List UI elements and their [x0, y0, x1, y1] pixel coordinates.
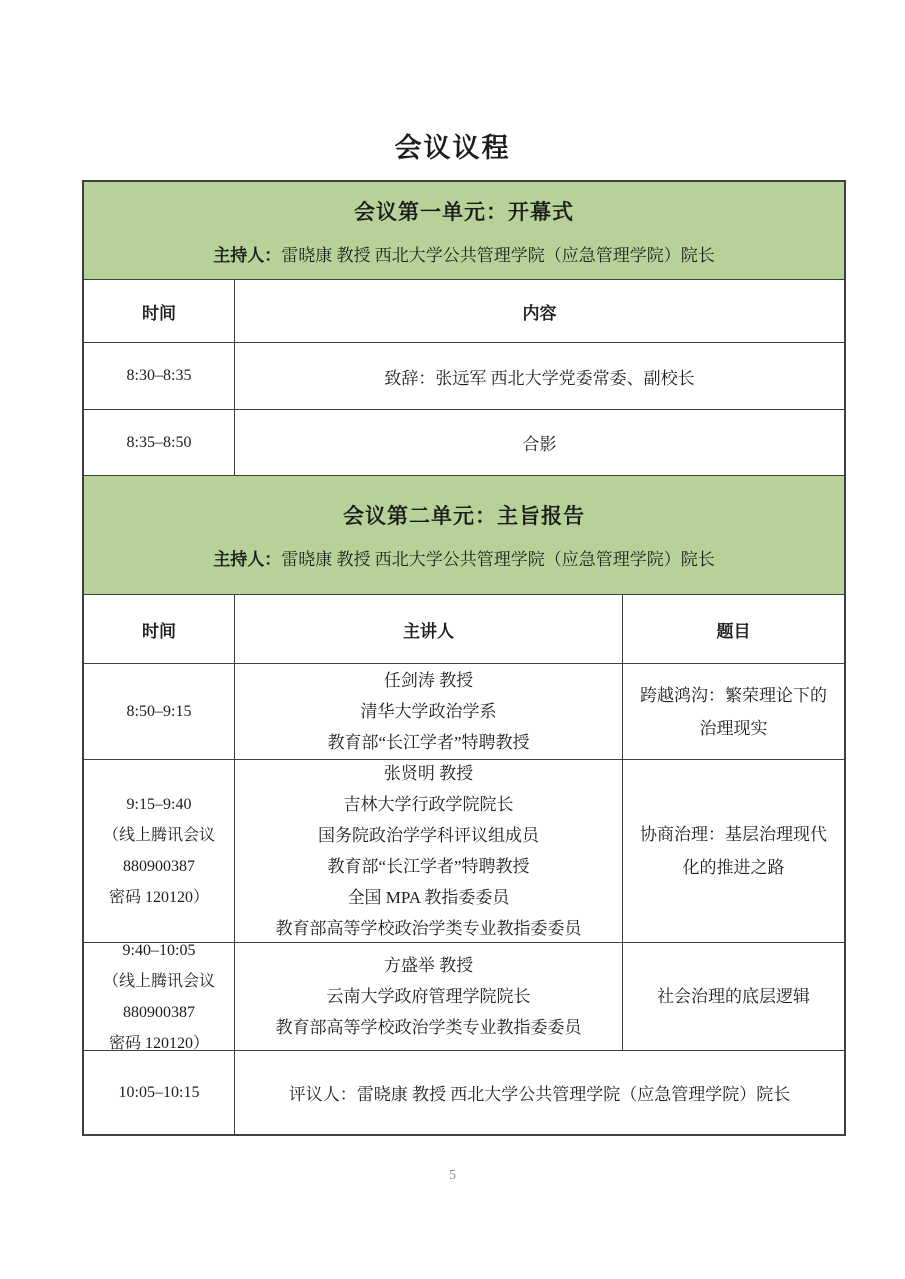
row-content: 合影: [234, 410, 844, 475]
row-time: 8:50–9:15: [126, 703, 192, 720]
row-time: 8:30–8:35: [126, 367, 192, 384]
row-time: 8:35–8:50: [126, 433, 192, 451]
section2-col-speaker: 主讲人: [234, 595, 622, 663]
row-topic: 协商治理：基层治理现代化的推进之路: [622, 760, 844, 942]
row-topic: 跨越鸿沟：繁荣理论下的治理现实: [622, 664, 844, 759]
row-topic: 社会治理的底层逻辑: [622, 943, 844, 1050]
section1-col-content: 内容: [234, 280, 844, 342]
row-content: 致辞：张远军 西北大学党委常委、副校长: [234, 343, 844, 409]
page-number: 5: [449, 1168, 456, 1183]
section2-host: [213, 545, 715, 570]
section1-host-name: 雷晓康 教授 西北大学公共管理学院（应急管理学院）院长: [281, 245, 715, 265]
row-time: 10:05–10:15: [118, 1083, 200, 1101]
agenda-table: [82, 180, 846, 1136]
table-row: [84, 409, 844, 475]
row-time: 9:15–9:40 （线上腾讯会议 880900387 密码 120120）: [102, 796, 215, 906]
section1-title: 会议第一单元：开幕式: [354, 199, 574, 224]
table-row: [84, 759, 844, 942]
table-row: [84, 942, 844, 1050]
table-row: [84, 342, 844, 409]
section1-host-label: 主持人：: [213, 245, 282, 265]
row-speaker: 张贤明 教授 吉林大学行政学院院长 国务院政治学学科评议组成员 教育部“长江学者”特聘教授 全国 MPA 教指委委员 教育部高等学校政治学类专业教指委委员: [234, 760, 622, 942]
row-time: 9:40–10:05 （线上腾讯会议 880900387 密码 120120）: [102, 941, 215, 1052]
section2-host-name: 雷晓康 教授 西北大学公共管理学院（应急管理学院）院长: [281, 550, 715, 569]
section1-header: [84, 182, 844, 279]
section1-col-time: 时间: [142, 303, 176, 323]
section2-col-topic: 题目: [622, 595, 844, 663]
section2-header: [84, 475, 844, 594]
section2-column-header-row: [84, 594, 844, 663]
section1-column-header-row: [84, 279, 844, 342]
row-speaker: 方盛举 教授 云南大学政府管理学院院长 教育部高等学校政治学类专业教指委委员: [234, 943, 622, 1050]
section2-title: 会议第二单元：主旨报告: [343, 504, 585, 528]
section2-col-time: 时间: [142, 621, 176, 641]
page-title: 会议议程: [394, 133, 511, 163]
row-speaker: 任剑涛 教授 清华大学政治学系 教育部“长江学者”特聘教授: [234, 664, 622, 759]
review-row: [84, 1050, 844, 1134]
table-row: [84, 663, 844, 759]
section2-host-label: 主持人：: [213, 550, 282, 569]
row-content: 评议人：雷晓康 教授 西北大学公共管理学院（应急管理学院）院长: [234, 1051, 844, 1134]
section1-host: [213, 241, 715, 266]
